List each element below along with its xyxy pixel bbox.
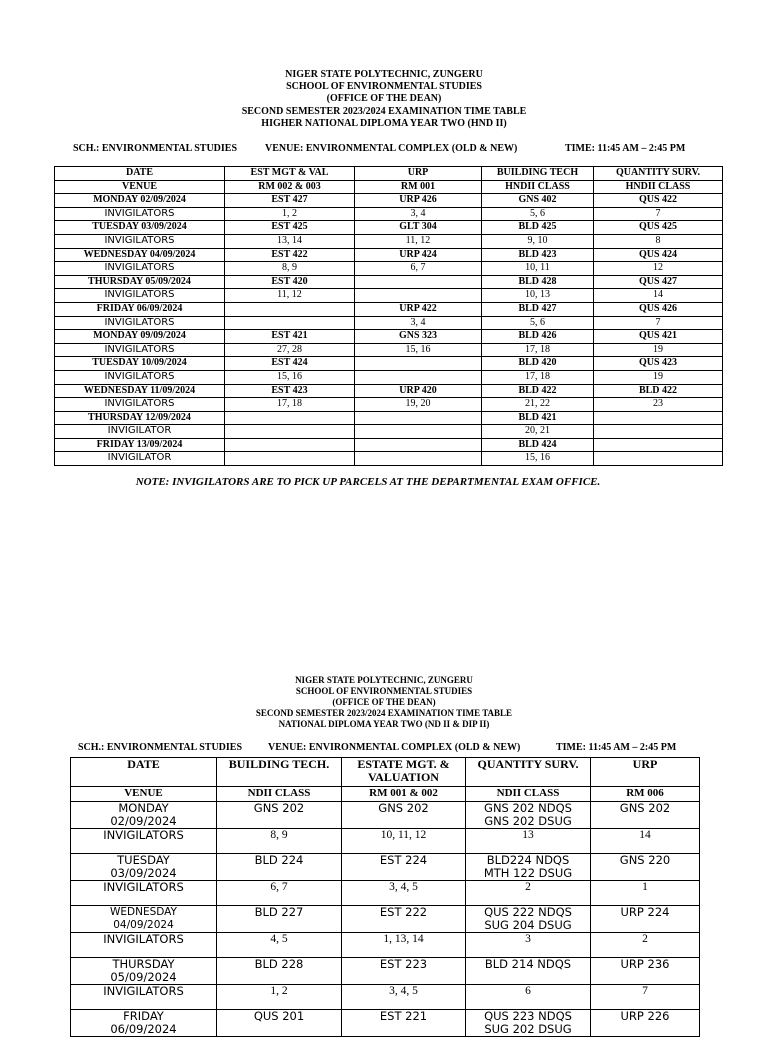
table-cell [355, 357, 482, 371]
exam-row [71, 1010, 700, 1037]
invigilator-row [55, 425, 723, 439]
table-cell [591, 1010, 700, 1037]
date-cell: INVIGILATOR [55, 452, 225, 466]
table-cell: 3, 4 [355, 207, 482, 221]
table-cell [591, 958, 700, 985]
venue-row [71, 787, 700, 802]
table-cell: BLD 426 [482, 330, 594, 344]
table-cell: 7 [594, 207, 723, 221]
table-cell [355, 370, 482, 384]
table-cell: 9, 10 [482, 234, 594, 248]
venue-cell: NDII CLASS [217, 787, 342, 802]
date-cell: INVIGILATORS [55, 234, 225, 248]
cell-line: QUS 201 [253, 1009, 305, 1023]
table-cell [594, 411, 723, 425]
table-cell [355, 411, 482, 425]
table-cell: 7 [594, 316, 723, 330]
table-cell: BLD 422 [594, 384, 723, 398]
cell-line: MONDAY [118, 801, 169, 815]
date-cell: VENUE [55, 180, 225, 194]
table-cell: BLD 425 [482, 221, 594, 235]
table-cell [594, 438, 723, 452]
invigilator-row [71, 985, 700, 1010]
exam-row [55, 411, 723, 425]
exam-row [71, 802, 700, 829]
date-cell [71, 881, 217, 906]
exam-row [55, 357, 723, 371]
table-cell [591, 802, 700, 829]
cell-line: 04/09/2024 [113, 919, 174, 931]
cell-line: GNS 202 [619, 801, 671, 815]
exam-row [55, 275, 723, 289]
table-cell [217, 906, 342, 933]
table-cell [591, 933, 700, 958]
invigilator-row [55, 370, 723, 384]
table-cell [466, 933, 591, 958]
cell-line: WEDNESDAY [110, 906, 177, 918]
table-cell: HNDII CLASS [594, 180, 723, 194]
table-cell [591, 829, 700, 854]
table-cell: BLD 421 [482, 411, 594, 425]
cell-line: EST 221 [379, 1009, 428, 1023]
cell-line: 3 [525, 933, 531, 945]
cell-line: FRIDAY [123, 1009, 164, 1023]
office-name: (OFFICE OF THE DEAN) [326, 93, 442, 105]
table-cell: 20, 21 [482, 425, 594, 439]
cell-line: 3, 4, 5 [389, 881, 418, 893]
cell-line: URP 226 [620, 1009, 670, 1023]
table-cell: 17, 18 [225, 398, 355, 412]
date-cell: INVIGILATORS [55, 398, 225, 412]
cell-line: MTH 122 DSUG [483, 866, 573, 880]
column-header: BUILDING TECH. [217, 758, 342, 787]
date-cell: FRIDAY 13/09/2024 [55, 438, 225, 452]
table-cell: 8 [594, 234, 723, 248]
table-cell: BLD 422 [482, 384, 594, 398]
date-cell: WEDNESDAY 04/09/2024 [55, 248, 225, 262]
table-cell: QUS 426 [594, 302, 723, 316]
table-cell [466, 1010, 591, 1037]
cell-line: QUS 222 NDQS [484, 905, 572, 919]
invigilator-row [71, 881, 700, 906]
invigilator-row [55, 207, 723, 221]
table-cell [355, 452, 482, 466]
header-row [55, 167, 723, 181]
venue-cell: NDII CLASS [466, 787, 591, 802]
table-cell: 19 [594, 370, 723, 384]
cell-line: GNS 202 [253, 801, 305, 815]
exam-row [55, 330, 723, 344]
table-cell: QUS 422 [594, 194, 723, 208]
table-cell [591, 985, 700, 1010]
institution-name: NIGER STATE POLYTECHNIC, ZUNGERU [285, 69, 483, 80]
table-cell: 17, 18 [482, 343, 594, 357]
date-cell: INVIGILATORS [55, 262, 225, 276]
exam-row [71, 854, 700, 881]
cell-line: 4, 5 [270, 933, 288, 945]
date-cell [71, 829, 217, 854]
cell-line: 1 [642, 881, 648, 893]
school-label: SCH.: ENVIRONMENTAL STUDIES [73, 143, 238, 154]
table-cell: 23 [594, 398, 723, 412]
cell-line: 05/09/2024 [110, 970, 177, 984]
cell-line: GNS 220 [619, 853, 671, 867]
table-cell: 1, 2 [225, 207, 355, 221]
table-cell: EST 421 [225, 330, 355, 344]
date-cell: TUESDAY 10/09/2024 [55, 357, 225, 371]
school-name: SCHOOL OF ENVIRONMENTAL STUDIES [286, 81, 482, 93]
table-cell [217, 829, 342, 854]
date-cell: DATE [55, 167, 225, 181]
table-cell: 12 [594, 262, 723, 276]
table-cell: URP 426 [355, 194, 482, 208]
table-cell [225, 411, 355, 425]
cell-line: 2 [525, 881, 531, 893]
table-cell [342, 802, 466, 829]
cell-line: 6, 7 [270, 881, 288, 893]
table-cell: 15, 16 [355, 343, 482, 357]
cell-line: BLD 228 [254, 957, 304, 971]
table-cell: BLD 424 [482, 438, 594, 452]
date-cell [71, 906, 217, 933]
table-cell: 21, 22 [482, 398, 594, 412]
date-cell: INVIGILATORS [55, 316, 225, 330]
cell-line: BLD224 NDQS [486, 853, 570, 867]
table-cell [466, 958, 591, 985]
invigilator-row [71, 829, 700, 854]
cell-line: SUG 202 DSUG [484, 1022, 572, 1036]
table-cell: 11, 12 [225, 289, 355, 303]
table-cell [217, 933, 342, 958]
table-cell [342, 1010, 466, 1037]
table-cell: RM 002 & 003 [225, 180, 355, 194]
date-cell: INVIGILATORS [55, 370, 225, 384]
column-header: DATE [71, 758, 217, 787]
table-cell: BUILDING TECH [482, 167, 594, 181]
cell-line: 02/09/2024 [110, 814, 177, 828]
date-cell [71, 958, 217, 985]
header-row [71, 758, 700, 787]
table-cell: 15, 16 [482, 452, 594, 466]
exam-row [55, 221, 723, 235]
cell-line: GNS 202 DSUG [484, 814, 572, 828]
table-cell [355, 438, 482, 452]
programme-title: NATIONAL DIPLOMA YEAR TWO (ND II & DIP II) [278, 719, 490, 729]
table-cell [591, 906, 700, 933]
date-cell [71, 933, 217, 958]
school-label: SCH.: ENVIRONMENTAL STUDIES [78, 742, 243, 753]
invigilator-note: NOTE: INVIGILATORS ARE TO PICK UP PARCELS AT THE DEPARTMENTAL EXAM OFFICE. [135, 476, 601, 488]
cell-line: BLD 227 [254, 905, 304, 919]
cell-line: BLD 224 [254, 853, 304, 867]
table-cell [342, 881, 466, 906]
cell-line: 3, 4, 5 [389, 985, 418, 997]
date-cell: WEDNESDAY 11/09/2024 [55, 384, 225, 398]
exam-row [55, 438, 723, 452]
table-cell [217, 881, 342, 906]
table-cell [466, 829, 591, 854]
table-cell: EST 422 [225, 248, 355, 262]
cell-line: INVIGILATORS [103, 880, 184, 894]
cell-line: EST 223 [379, 957, 428, 971]
table-cell: URP 424 [355, 248, 482, 262]
table-cell: 19 [594, 343, 723, 357]
table-cell [591, 854, 700, 881]
institution-name: NIGER STATE POLYTECHNIC, ZUNGERU [295, 675, 473, 685]
table-cell [225, 302, 355, 316]
cell-line: GNS 202 [378, 801, 429, 815]
table-cell [342, 985, 466, 1010]
invigilator-row [55, 234, 723, 248]
date-cell: MONDAY 02/09/2024 [55, 194, 225, 208]
cell-line: 1, 2 [270, 985, 288, 997]
cell-line: 13 [522, 829, 534, 841]
exam-row [55, 302, 723, 316]
table-cell: 8, 9 [225, 262, 355, 276]
hnd-timetable [54, 166, 723, 466]
table-cell [466, 881, 591, 906]
cell-line: TUESDAY [117, 853, 170, 867]
invigilator-row [55, 398, 723, 412]
date-cell: THURSDAY 05/09/2024 [55, 275, 225, 289]
table-cell [355, 275, 482, 289]
table-cell: 5, 6 [482, 316, 594, 330]
cell-line: INVIGILATORS [103, 932, 184, 946]
table-cell [217, 802, 342, 829]
table-cell [466, 906, 591, 933]
invigilator-row [71, 933, 700, 958]
table-cell: BLD 420 [482, 357, 594, 371]
table-cell [217, 985, 342, 1010]
table-cell [466, 802, 591, 829]
date-cell [71, 854, 217, 881]
exam-row [55, 384, 723, 398]
table-cell [225, 452, 355, 466]
table-cell [225, 316, 355, 330]
programme-title: HIGHER NATIONAL DIPLOMA YEAR TWO (HND II) [261, 117, 507, 129]
cell-line: 10, 11, 12 [380, 829, 427, 841]
table-cell [355, 425, 482, 439]
cell-line: 8, 9 [270, 829, 288, 841]
venue-label: VENUE: ENVIRONMENTAL COMPLEX (OLD & NEW) [268, 742, 521, 753]
timetable-hnd-header [0, 69, 768, 130]
table-cell: GNS 323 [355, 330, 482, 344]
table-cell: EST 427 [225, 194, 355, 208]
venue-label: VENUE: ENVIRONMENTAL COMPLEX (OLD & NEW) [265, 143, 518, 154]
cell-line: EST 224 [379, 853, 428, 867]
table-cell: EST 420 [225, 275, 355, 289]
cell-line: 6 [525, 985, 531, 997]
cell-line: SUG 204 DSUG [484, 918, 572, 932]
invigilator-row [55, 452, 723, 466]
table-cell [466, 985, 591, 1010]
cell-line: 03/09/2024 [110, 866, 177, 880]
exam-row [71, 958, 700, 985]
cell-line: EST 222 [379, 905, 428, 919]
timetable-nd-header [0, 675, 768, 730]
cell-line: INVIGILATORS [103, 828, 184, 842]
venue-cell: RM 001 & 002 [342, 787, 466, 802]
invigilator-row [55, 316, 723, 330]
table-cell [342, 906, 466, 933]
cell-line: 14 [639, 829, 651, 841]
cell-line: 06/09/2024 [110, 1022, 177, 1036]
column-header [342, 758, 466, 787]
table-cell: URP 420 [355, 384, 482, 398]
nd-timetable [70, 757, 700, 1037]
date-cell: MONDAY 09/09/2024 [55, 330, 225, 344]
date-cell: INVIGILATOR [55, 425, 225, 439]
cell-line: 7 [642, 985, 648, 997]
table-cell: 5, 6 [482, 207, 594, 221]
table-cell: URP 422 [355, 302, 482, 316]
table-cell: QUS 424 [594, 248, 723, 262]
table-cell [594, 425, 723, 439]
office-name: (OFFICE OF THE DEAN) [332, 697, 436, 707]
table-cell: EST 424 [225, 357, 355, 371]
invigilator-row [55, 289, 723, 303]
date-cell: INVIGILATORS [55, 207, 225, 221]
table-cell [342, 829, 466, 854]
timetable-title: SECOND SEMESTER 2023/2024 EXAMINATION TIME TABLE [241, 105, 527, 117]
table-cell [355, 289, 482, 303]
table-cell: EST 425 [225, 221, 355, 235]
table-cell [217, 1010, 342, 1037]
date-cell: FRIDAY 06/09/2024 [55, 302, 225, 316]
table-cell: BLD 428 [482, 275, 594, 289]
cell-line: INVIGILATORS [103, 984, 184, 998]
table-cell [466, 854, 591, 881]
date-cell [71, 1010, 217, 1037]
table-cell: 10, 11 [482, 262, 594, 276]
venue-cell: RM 006 [591, 787, 700, 802]
time-label: TIME: 11:45 AM – 2:45 PM [556, 742, 677, 753]
date-cell: THURSDAY 12/09/2024 [55, 411, 225, 425]
column-header: QUANTITY SURV. [466, 758, 591, 787]
date-cell [71, 802, 217, 829]
venue-row [55, 180, 723, 194]
table-cell: QUS 425 [594, 221, 723, 235]
table-cell [342, 854, 466, 881]
cell-line: THURSDAY [112, 957, 175, 971]
table-cell: 13, 14 [225, 234, 355, 248]
time-label: TIME: 11:45 AM – 2:45 PM [565, 143, 686, 154]
table-cell: 6, 7 [355, 262, 482, 276]
cell-line: URP 224 [620, 905, 670, 919]
venue-cell: VENUE [71, 787, 217, 802]
table-cell: 17, 18 [482, 370, 594, 384]
table-cell: BLD 427 [482, 302, 594, 316]
column-header-text: ESTATE MGT. & VALUATION [357, 757, 450, 784]
table-cell: QUANTITY SURV. [594, 167, 723, 181]
table-cell: QUS 421 [594, 330, 723, 344]
table-cell: 19, 20 [355, 398, 482, 412]
table-cell: 15, 16 [225, 370, 355, 384]
table-cell [342, 958, 466, 985]
table-cell: RM 001 [355, 180, 482, 194]
cell-line: 2 [642, 933, 648, 945]
table-cell: GNS 402 [482, 194, 594, 208]
cell-line: URP 236 [620, 957, 670, 971]
cell-line: 1, 13, 14 [383, 933, 424, 945]
cell-line: QUS 223 NDQS [484, 1009, 572, 1023]
invigilator-row [55, 343, 723, 357]
exam-row [55, 248, 723, 262]
table-cell: HNDII CLASS [482, 180, 594, 194]
table-cell: 27, 28 [225, 343, 355, 357]
timetable-title: SECOND SEMESTER 2023/2024 EXAMINATION TIME TABLE [255, 708, 513, 718]
table-cell [217, 958, 342, 985]
table-cell [594, 452, 723, 466]
exam-row [71, 906, 700, 933]
table-cell [225, 425, 355, 439]
date-cell [71, 985, 217, 1010]
table-cell: URP [355, 167, 482, 181]
table-cell: BLD 423 [482, 248, 594, 262]
table-cell: 11, 12 [355, 234, 482, 248]
exam-row [55, 194, 723, 208]
school-name: SCHOOL OF ENVIRONMENTAL STUDIES [295, 686, 473, 696]
table-cell: EST 423 [225, 384, 355, 398]
date-cell: TUESDAY 03/09/2024 [55, 221, 225, 235]
date-cell: INVIGILATORS [55, 289, 225, 303]
table-cell: 10, 13 [482, 289, 594, 303]
cell-line: BLD 214 NDQS [484, 957, 572, 971]
table-cell [591, 881, 700, 906]
table-cell: GLT 304 [355, 221, 482, 235]
date-cell: INVIGILATORS [55, 343, 225, 357]
table-cell: QUS 423 [594, 357, 723, 371]
table-cell: QUS 427 [594, 275, 723, 289]
table-cell [217, 854, 342, 881]
column-header: URP [591, 758, 700, 787]
table-cell: 14 [594, 289, 723, 303]
table-cell [225, 438, 355, 452]
table-cell [342, 933, 466, 958]
table-cell: 3, 4 [355, 316, 482, 330]
table-cell: EST MGT & VAL [225, 167, 355, 181]
cell-line: GNS 202 NDQS [484, 801, 572, 815]
invigilator-row [55, 262, 723, 276]
